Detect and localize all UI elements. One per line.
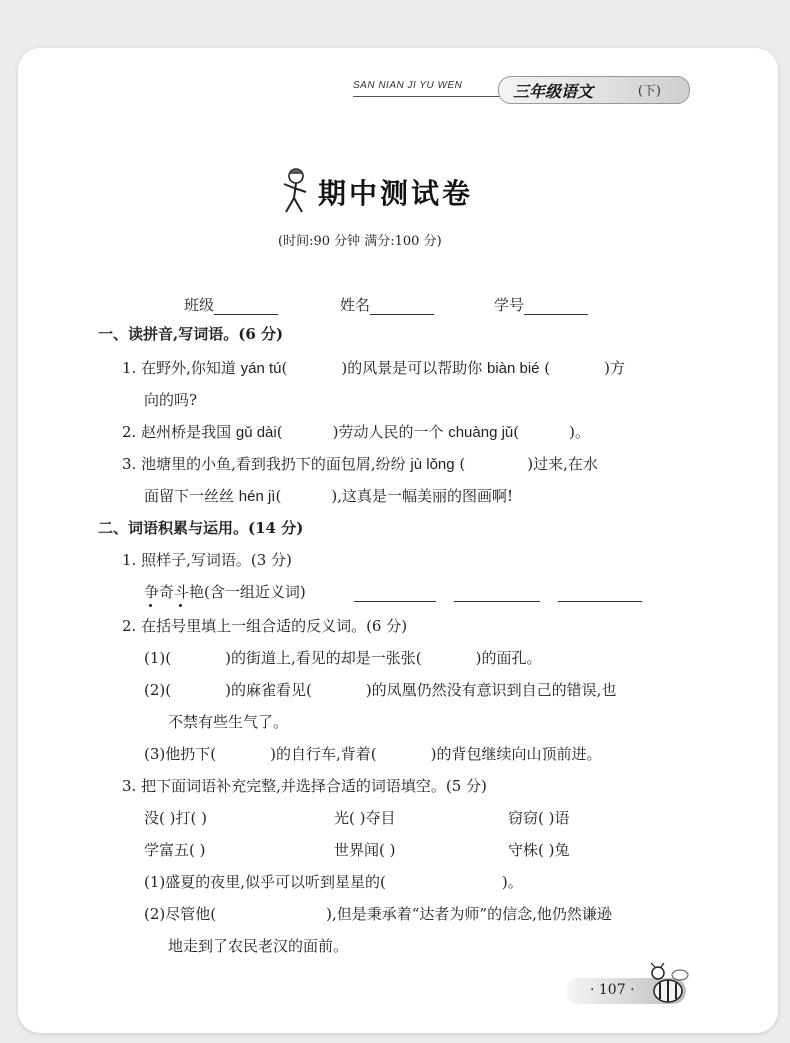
s1-q1: 1. 在野外,你知道 yán tú( )的风景是可以帮助你 biàn bié ( )方	[122, 359, 626, 377]
s1-q2: 2. 赵州桥是我国 gǔ dài( )劳动人民的一个 chuàng jǔ( )。	[122, 423, 590, 441]
idiom-5: 世界闻( )	[334, 841, 396, 859]
class-field	[184, 294, 278, 315]
s1-q3-cont: 面留下一丝丝 hén jì( ),这真是一幅美丽的图画啊!	[144, 487, 513, 505]
s2-p1-example: 争奇斗艳(含一组近义词)	[144, 583, 306, 601]
s2-p2-line1: (1)( )的街道上,看见的却是一张张( )的面孔。	[144, 649, 542, 667]
header-volume: (下)	[637, 84, 661, 99]
emphasis-dot	[179, 604, 182, 607]
page-header	[353, 76, 683, 104]
worksheet-page	[18, 48, 778, 1033]
name-label: 姓名	[340, 296, 371, 314]
answer-line-2[interactable]	[454, 601, 540, 602]
bee-icon	[638, 963, 698, 1009]
header-rule	[353, 96, 503, 97]
id-label: 学号	[494, 296, 525, 314]
class-label: 班级	[184, 296, 215, 314]
id-blank[interactable]	[524, 300, 588, 315]
mascot-icon	[276, 166, 316, 216]
page-title: 期中测试卷	[318, 177, 474, 210]
header-banner	[498, 76, 690, 104]
section-1-title: 一、读拼音,写词语。(6 分)	[98, 325, 284, 343]
header-title: 三年级语文	[513, 82, 594, 101]
s2-p3-title: 3. 把下面词语补充完整,并选择合适的词语填空。(5 分)	[122, 777, 487, 795]
exam-time-score: (时间:90 分钟 满分:100 分)	[278, 234, 442, 249]
s1-q1-cont: 向的吗?	[144, 391, 198, 409]
s2-p2-line2: (2)( )的麻雀看见( )的凤凰仍然没有意识到自己的错误,也	[144, 681, 617, 699]
s1-q3: 3. 池塘里的小鱼,看到我扔下的面包屑,纷纷 jù lǒng ( )过来,在水	[122, 455, 598, 473]
answer-line-3[interactable]	[558, 601, 642, 602]
name-blank[interactable]	[370, 300, 434, 315]
s2-p3-fill2: (2)尽管他( ),但是秉承着“达者为师”的信念,他仍然谦逊	[144, 905, 612, 923]
s2-p1-title: 1. 照样子,写词语。(3 分)	[122, 551, 292, 569]
s2-p3-fill1: (1)盛夏的夜里,似乎可以听到星星的( )。	[144, 873, 523, 891]
header-pinyin: SAN NIAN JI YU WEN	[353, 80, 463, 91]
s2-p3-fill2-cont: 地走到了农民老汉的面前。	[168, 937, 349, 955]
idiom-6: 守株( )兔	[508, 841, 570, 859]
id-field	[494, 294, 588, 315]
idiom-4: 学富五( )	[144, 841, 206, 859]
name-field	[340, 294, 434, 315]
s2-p2-title: 2. 在括号里填上一组合适的反义词。(6 分)	[122, 617, 408, 635]
s2-p2-line2-cont: 不禁有些生气了。	[168, 713, 289, 731]
s2-p2-line3: (3)他扔下( )的自行车,背着( )的背包继续向山顶前进。	[144, 745, 602, 763]
idiom-2: 光( )夺目	[334, 809, 396, 827]
idiom-1: 没( )打( )	[144, 809, 207, 827]
emphasis-dot	[149, 604, 152, 607]
section-2-title: 二、词语积累与运用。(14 分)	[98, 519, 304, 537]
page-number: · 107 ·	[590, 982, 635, 998]
idiom-3: 窃窃( )语	[508, 809, 570, 827]
class-blank[interactable]	[214, 300, 278, 315]
answer-line-1[interactable]	[354, 601, 436, 602]
